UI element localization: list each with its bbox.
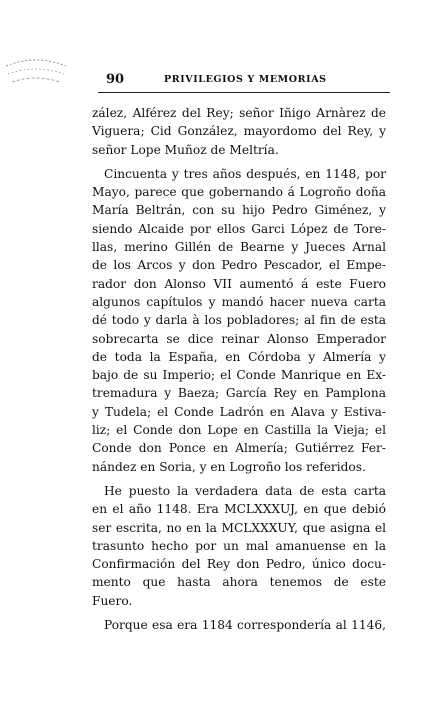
- text-line: sobrecarta se dice reinar Alonso Emperador: [92, 331, 386, 346]
- text-line: siendo Alcaide por ellos Garci López de Tore-: [92, 221, 386, 236]
- text-line: mento que hasta ahora tenemos de este: [92, 575, 386, 590]
- text-line: rador don Alonso VII aumentó á este Fuero: [92, 276, 386, 291]
- text-line: Viguera; Cid González, mayordomo del Rey, y: [92, 124, 386, 139]
- page-number: 90: [106, 72, 125, 87]
- header-rule: [98, 92, 390, 93]
- text-line: Cincuenta y tres años después, en 1148, por: [104, 166, 386, 181]
- text-line: dé todo y darla à los pobladores; al fin de esta: [92, 313, 386, 328]
- text-line: de los Arcos y don Pedro Pescador, el Empe-: [92, 258, 386, 273]
- text-line: Porque esa era 1184 correspondería al 1146,: [104, 618, 386, 633]
- text-line: trasunto hecho por un mal amanuense en la: [92, 538, 386, 553]
- text-line: señor Lope Muñoz de Meltría.: [92, 142, 279, 157]
- text-line: bajo de su Imperio; el Conde Manrique en Ex-: [92, 368, 386, 383]
- running-head: PRIVILEGIOS Y MEMORIAS: [164, 74, 327, 85]
- text-line: Mayo, parece que gobernando á Logroño doña: [92, 185, 386, 200]
- text-line: nández en Soria, y en Logroño los referidos.: [92, 459, 366, 474]
- text-line: He puesto la verdadera data de esta carta: [104, 483, 386, 498]
- text-line: Confirmación del Rey don Pedro, único docu-: [92, 557, 386, 572]
- text-line: María Beltrán, con su hijo Pedro Giménez, y: [92, 203, 386, 218]
- library-stamp: [2, 52, 70, 86]
- text-line: Fuero.: [92, 593, 133, 608]
- page-header: [100, 70, 390, 90]
- body-text: [92, 104, 386, 634]
- text-line: zález, Alférez del Rey; señor Iñigo Arnàrez de: [92, 106, 386, 120]
- text-line: algunos capítulos y mandó hacer nueva carta: [92, 294, 386, 309]
- text-line: llas, merino Gillén de Bearne y Jueces Arnal: [92, 240, 386, 255]
- text-line: en el año 1148. Era MCLXXXUJ, en que debió: [92, 502, 386, 517]
- text-line: de toda la España, en Córdoba y Almería y: [92, 349, 386, 364]
- text-line: Conde don Ponce en Almería; Gutiérrez Fer-: [92, 441, 386, 456]
- text-line: ser escrita, no en la MCLXXXUY, que asigna el: [92, 520, 386, 535]
- text-line: liz; el Conde don Lope en Castilla la Vieja; el: [92, 423, 386, 438]
- text-line: tremadura y Baeza; García Rey en Pamplona: [92, 386, 386, 401]
- text-line: y Tudela; el Conde Ladrón en Alava y Estiva-: [92, 404, 386, 419]
